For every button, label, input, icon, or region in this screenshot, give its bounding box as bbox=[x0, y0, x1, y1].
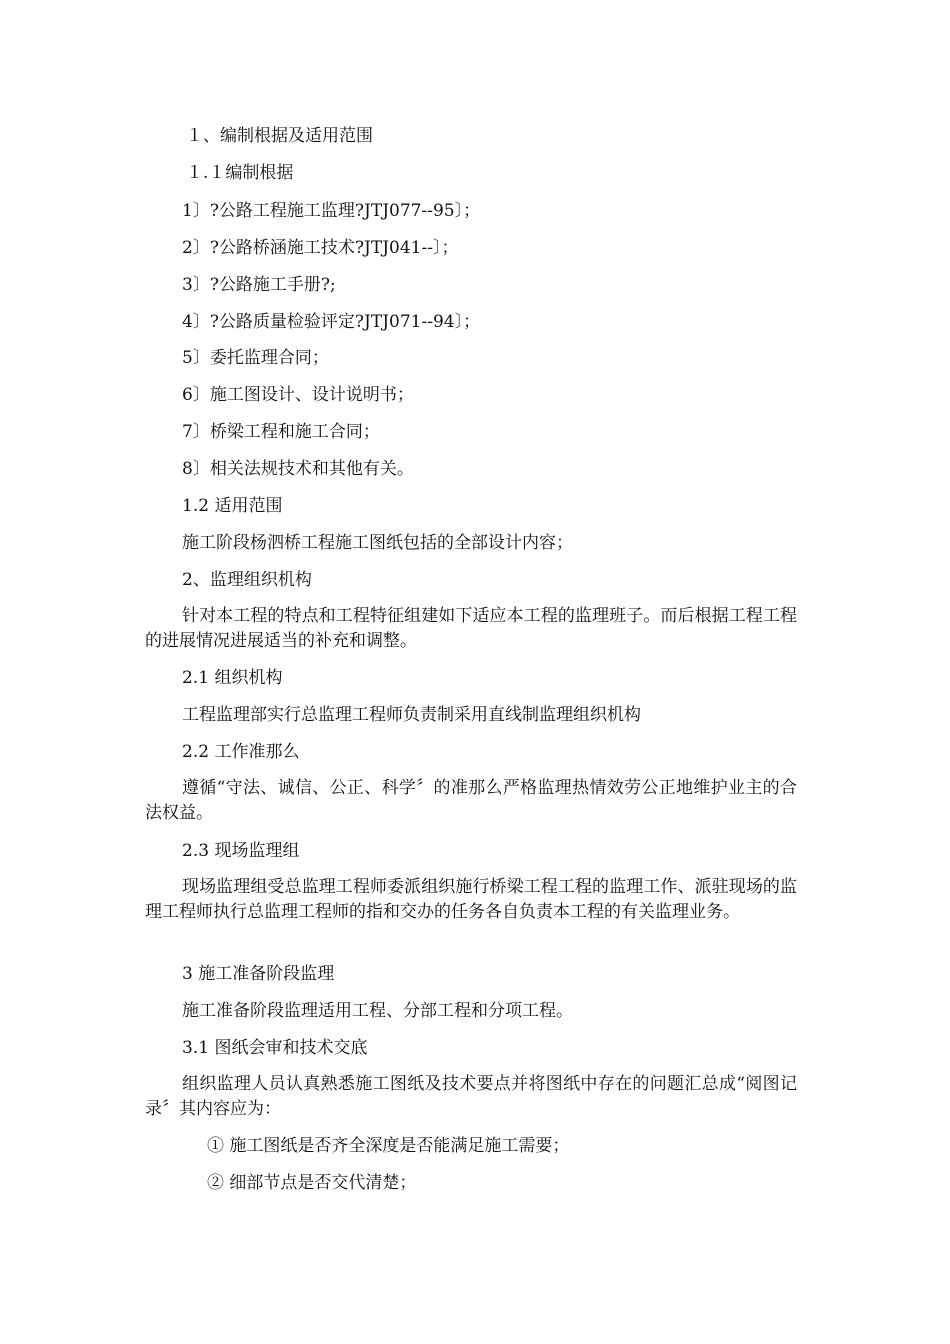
section-2-2-paragraph: 遵循“守法、诚信、公正、科学〞的准那么严格监理热情效劳公正地维护业主的合法权益。 bbox=[145, 778, 797, 823]
section-1-2-text: 施工阶段杨泗桥工程施工图纸包括的全部设计内容； bbox=[182, 533, 573, 553]
reference-item: 1〕?公路工程施工监理?JTJ077--95〕； bbox=[182, 201, 481, 221]
list-item: ① 施工图纸是否齐全深度是否能满足施工需要； bbox=[207, 1136, 570, 1156]
reference-item: 6〕施工图设计、设计说明书； bbox=[182, 385, 414, 405]
reference-item: 7〕桥梁工程和施工合同； bbox=[182, 422, 380, 442]
section-1-1-title: １.１编制根据 bbox=[186, 163, 294, 183]
section-2-title: 2、监理组织机构 bbox=[182, 570, 312, 590]
reference-item: 2〕?公路桥涵施工技术?JTJ041--〕； bbox=[182, 238, 459, 258]
section-3-1-title: 3.1 图纸会审和技术交底 bbox=[182, 1038, 368, 1058]
section-2-2-title: 2.2 工作准那么 bbox=[182, 742, 300, 762]
reference-item: 4〕?公路质量检验评定?JTJ071--94〕； bbox=[182, 312, 481, 332]
list-item: ② 细部节点是否交代清楚； bbox=[207, 1173, 417, 1193]
section-1-2-title: 1.2 适用范围 bbox=[182, 496, 283, 516]
reference-item: 8〕相关法规技术和其他有关。 bbox=[182, 459, 414, 479]
section-2-3-title: 2.3 现场监理组 bbox=[182, 841, 300, 861]
section-2-1-title: 2.1 组织机构 bbox=[182, 668, 283, 688]
reference-item: 3〕?公路施工手册?; bbox=[182, 275, 336, 295]
section-2-1-text: 工程监理部实行总监理工程师负责制采用直线制监理组织机构 bbox=[182, 705, 641, 725]
reference-item: 5〕委托监理合同； bbox=[182, 348, 329, 368]
section-3-1-paragraph: 组织监理人员认真熟悉施工图纸及技术要点并将图纸中存在的问题汇总成“阅图记录〞其内容应为： bbox=[145, 1074, 797, 1119]
section-2-paragraph: 针对本工程的特点和工程特征组建如下适应本工程的监理班子。而后根据工程工程的进展情况进展适当的补充和调整。 bbox=[145, 606, 797, 651]
section-3-title: 3 施工准备阶段监理 bbox=[182, 964, 335, 984]
section-2-3-paragraph: 现场监理组受总监理工程师委派组织施行桥梁工程工程的监理工作、派驻现场的监理工程师执行总监理工程师的指和交办的任务各自负责本工程的有关监理业务。 bbox=[145, 877, 797, 922]
section-1-title: １、编制根据及适用范围 bbox=[186, 126, 373, 146]
section-3-text: 施工准备阶段监理适用工程、分部工程和分项工程。 bbox=[182, 1001, 573, 1021]
